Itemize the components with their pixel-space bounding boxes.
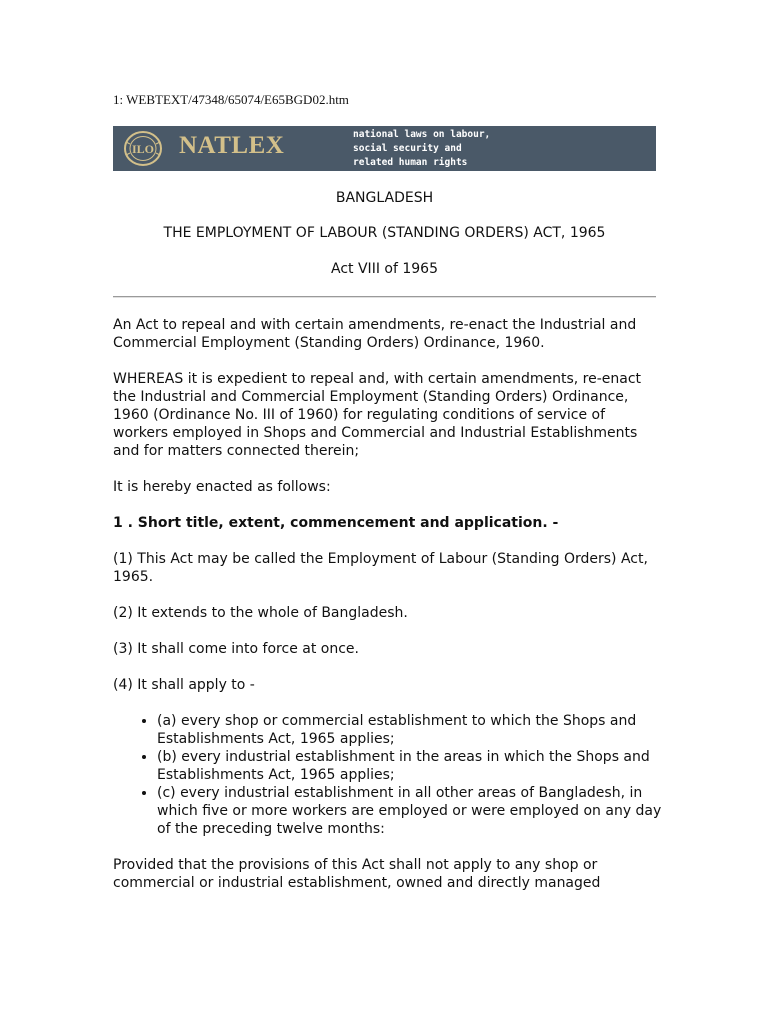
list-item: • (c) every industrial establishment in all other areas of Bangladesh, in which five or more workers are employed or were employed on any day of the preceding twelve months:	[157, 784, 663, 838]
proviso: Provided that the provisions of this Act shall not apply to any shop or commercial or industrial establishment, owned and directly managed	[113, 857, 601, 891]
section-heading: 1 . Short title, extent, commencement and application. -	[113, 515, 559, 531]
tagline-line: national laws on labour,	[353, 129, 491, 140]
list-item: • (b) every industrial establishment in the areas in which the Shops and Establishments Act, 1965 applies;	[157, 748, 663, 784]
whereas-clause: WHEREAS it is expedient to repeal and, with certain amendments, re-enact the Industrial and Commercial Employment (Standing Orders) Ordinance, 1960 (Ordinance No. III of 1960) for regulating conditions of service of workers employed in Shops and Commercial and Industrial Establishments and for matters connected therein;	[113, 371, 642, 459]
act-number: Act VIII of 1965	[331, 261, 438, 277]
natlex-logo: NATLEX	[179, 132, 285, 159]
application-list	[113, 712, 663, 838]
document-body	[113, 316, 663, 910]
page-path: 1: WEBTEXT/47348/65074/E65BGD02.htm	[113, 92, 349, 107]
tagline-line: social security and	[353, 143, 462, 154]
ilo-seal-icon	[123, 130, 163, 167]
subsection-3: (3) It shall come into force at once.	[113, 641, 359, 657]
act-title: THE EMPLOYMENT OF LABOUR (STANDING ORDERS) ACT, 1965	[163, 225, 606, 241]
preamble: An Act to repeal and with certain amendments, re-enact the Industrial and Commercial Employment (Standing Orders) Ordinance, 1960.	[113, 317, 637, 351]
subsection-4: (4) It shall apply to -	[113, 677, 255, 693]
list-item: • (a) every shop or commercial establishment to which the Shops and Establishments Act, 1965 applies;	[157, 712, 663, 748]
seal-text: ILO	[131, 142, 155, 156]
banner-tagline	[353, 128, 490, 170]
subsection-2: (2) It extends to the whole of Bangladesh.	[113, 605, 408, 621]
divider	[113, 296, 656, 298]
country-heading: BANGLADESH	[335, 190, 434, 206]
natlex-banner	[113, 126, 656, 171]
subsection-1: (1) This Act may be called the Employment of Labour (Standing Orders) Act, 1965.	[113, 551, 648, 585]
enactment-clause: It is hereby enacted as follows:	[113, 479, 331, 495]
tagline-line: related human rights	[353, 157, 468, 168]
